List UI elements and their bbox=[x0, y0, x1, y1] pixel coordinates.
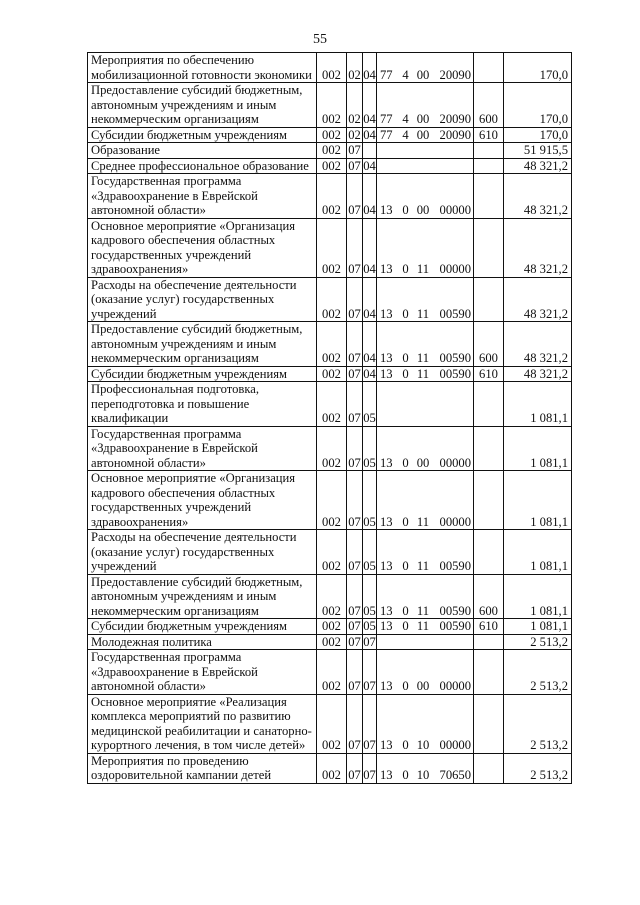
expense-name: Предоставление субсидий бюджетным, автономным учреждениям и иным некоммерческим организациям bbox=[88, 83, 317, 128]
target-program: 13 bbox=[380, 768, 393, 782]
amount: 2 513,2 bbox=[504, 650, 572, 695]
budget-table-body bbox=[88, 53, 572, 784]
code-ministry: 002 bbox=[317, 530, 347, 575]
code-ministry: 002 bbox=[317, 619, 347, 635]
code-expense-type: 600 bbox=[474, 322, 504, 367]
target-program: 13 bbox=[380, 455, 393, 470]
code-target-article bbox=[377, 322, 474, 367]
target-subprogram: 0 bbox=[402, 455, 409, 470]
expense-name: Основное мероприятие «Реализация комплекса мероприятий по развитию медицинской реабилитации и санаторно-курортного лечения, в том числе детей» bbox=[88, 694, 317, 753]
expense-name: Основное мероприятие «Организация кадрового обеспечения областных государственных учреждений здравоохранения» bbox=[88, 218, 317, 277]
table-row bbox=[88, 426, 572, 471]
code-expense-type bbox=[474, 753, 504, 783]
code-expense-type: 610 bbox=[474, 366, 504, 382]
expense-name: Мероприятия по проведению оздоровительной кампании детей bbox=[88, 753, 317, 783]
table-row bbox=[88, 174, 572, 219]
code-expense-type bbox=[474, 158, 504, 174]
target-subprogram: 0 bbox=[402, 366, 409, 381]
code-expense-type bbox=[474, 382, 504, 427]
code-target-article bbox=[377, 574, 474, 619]
table-row bbox=[88, 277, 572, 322]
budget-table bbox=[87, 52, 572, 784]
expense-name: Государственная программа «Здравоохранение в Еврейской автономной области» bbox=[88, 174, 317, 219]
table-row bbox=[88, 471, 572, 530]
target-event: 11 bbox=[416, 262, 430, 276]
target-program: 13 bbox=[380, 619, 393, 633]
target-direction: 00000 bbox=[439, 203, 471, 217]
code-target-article bbox=[377, 619, 474, 635]
code-ministry: 002 bbox=[317, 127, 347, 143]
expense-name: Государственная программа «Здравоохранение в Еврейской автономной области» bbox=[88, 650, 317, 695]
expense-name: Субсидии бюджетным учреждениям bbox=[88, 366, 317, 382]
target-direction: 00000 bbox=[439, 679, 471, 693]
target-program: 13 bbox=[380, 306, 393, 321]
amount: 1 081,1 bbox=[504, 574, 572, 619]
code-target-article bbox=[377, 127, 474, 143]
amount: 48 321,2 bbox=[504, 322, 572, 367]
code-ministry: 002 bbox=[317, 426, 347, 471]
table-row bbox=[88, 530, 572, 575]
code-target-article bbox=[377, 83, 474, 128]
code-target-article bbox=[377, 143, 474, 159]
code-ministry: 002 bbox=[317, 277, 347, 322]
code-target-article bbox=[377, 218, 474, 277]
code-section: 02 bbox=[347, 83, 363, 128]
target-subprogram: 0 bbox=[402, 559, 409, 573]
table-row bbox=[88, 322, 572, 367]
expense-name: Молодежная политика bbox=[88, 634, 317, 650]
table-row bbox=[88, 619, 572, 635]
code-section: 07 bbox=[347, 753, 363, 783]
table-row bbox=[88, 158, 572, 174]
code-subsection: 04 bbox=[363, 158, 376, 173]
table-row bbox=[88, 753, 572, 783]
code-ministry: 002 bbox=[317, 158, 347, 174]
expense-name: Расходы на обеспечение деятельности (оказание услуг) государственных учреждений bbox=[88, 277, 317, 322]
table-row bbox=[88, 694, 572, 753]
code-expense-type bbox=[474, 634, 504, 650]
target-event: 11 bbox=[416, 603, 430, 618]
target-event: 11 bbox=[416, 619, 430, 633]
code-target-article bbox=[377, 753, 474, 783]
amount: 170,0 bbox=[504, 53, 572, 83]
target-subprogram: 0 bbox=[402, 351, 409, 365]
target-direction: 00590 bbox=[439, 306, 471, 321]
target-event: 00 bbox=[416, 112, 430, 126]
code-target-article bbox=[377, 174, 474, 219]
expense-name: Профессиональная подготовка, переподготовка и повышение квалификации bbox=[88, 382, 317, 427]
target-direction: 70650 bbox=[439, 768, 471, 782]
code-section: 07 bbox=[347, 650, 363, 695]
code-target-article bbox=[377, 694, 474, 753]
target-event: 11 bbox=[416, 366, 430, 381]
code-section: 02 bbox=[347, 53, 363, 83]
target-direction: 00590 bbox=[439, 619, 471, 633]
expense-name: Субсидии бюджетным учреждениям bbox=[88, 127, 317, 143]
amount: 1 081,1 bbox=[504, 530, 572, 575]
amount: 1 081,1 bbox=[504, 471, 572, 530]
table-row bbox=[88, 127, 572, 143]
target-program: 13 bbox=[380, 603, 393, 618]
target-subprogram: 0 bbox=[402, 679, 409, 693]
code-subsection: 04 bbox=[363, 83, 377, 128]
expense-name: Расходы на обеспечение деятельности (оказание услуг) государственных учреждений bbox=[88, 530, 317, 575]
target-program: 77 bbox=[380, 112, 393, 126]
code-ministry: 002 bbox=[317, 382, 347, 427]
code-expense-type bbox=[474, 530, 504, 575]
target-subprogram: 0 bbox=[402, 768, 409, 782]
code-section: 07 bbox=[348, 143, 361, 157]
code-subsection: 05 bbox=[363, 382, 377, 427]
target-direction: 00590 bbox=[439, 559, 471, 573]
code-ministry: 002 bbox=[317, 83, 347, 128]
target-direction: 00590 bbox=[439, 366, 471, 381]
target-subprogram: 0 bbox=[402, 262, 409, 276]
code-expense-type bbox=[474, 143, 504, 159]
code-ministry: 002 bbox=[317, 471, 347, 530]
code-subsection: 04 bbox=[363, 174, 377, 219]
code-ministry: 002 bbox=[317, 574, 347, 619]
code-ministry: 002 bbox=[317, 322, 347, 367]
expense-name: Образование bbox=[88, 143, 317, 159]
target-program: 13 bbox=[380, 738, 393, 752]
code-section: 07 bbox=[347, 218, 363, 277]
amount: 170,0 bbox=[504, 83, 572, 128]
target-subprogram: 0 bbox=[402, 514, 409, 529]
expense-name: Основное мероприятие «Организация кадрового обеспечения областных государственных учреждений здравоохранения» bbox=[88, 471, 317, 530]
target-subprogram: 0 bbox=[402, 603, 409, 618]
code-section: 07 bbox=[348, 634, 361, 649]
table-row bbox=[88, 143, 572, 159]
code-target-article bbox=[377, 471, 474, 530]
target-subprogram: 0 bbox=[402, 738, 409, 752]
code-ministry: 002 bbox=[317, 753, 347, 783]
code-subsection: 04 bbox=[363, 277, 377, 322]
table-row bbox=[88, 53, 572, 83]
target-direction: 00590 bbox=[439, 351, 471, 365]
table-row bbox=[88, 574, 572, 619]
target-direction: 00590 bbox=[439, 603, 471, 618]
code-subsection: 05 bbox=[363, 574, 377, 619]
code-section: 07 bbox=[348, 158, 361, 173]
code-section: 07 bbox=[347, 426, 363, 471]
target-event: 11 bbox=[416, 351, 430, 365]
code-section: 07 bbox=[348, 366, 361, 381]
code-section: 07 bbox=[347, 530, 363, 575]
code-subsection: 04 bbox=[363, 127, 376, 142]
target-direction: 20090 bbox=[439, 112, 471, 126]
code-section: 07 bbox=[347, 277, 363, 322]
target-direction: 00000 bbox=[439, 514, 471, 529]
amount: 48 321,2 bbox=[504, 174, 572, 219]
code-section: 07 bbox=[348, 619, 361, 633]
code-ministry: 002 bbox=[317, 694, 347, 753]
table-row bbox=[88, 366, 572, 382]
target-direction: 20090 bbox=[439, 67, 471, 82]
expense-name: Мероприятия по обеспечению мобилизационной готовности экономики bbox=[88, 53, 317, 83]
code-expense-type bbox=[474, 218, 504, 277]
amount: 51 915,5 bbox=[504, 143, 572, 159]
code-section: 07 bbox=[347, 694, 363, 753]
target-event: 10 bbox=[416, 768, 430, 782]
table-row bbox=[88, 650, 572, 695]
code-expense-type bbox=[474, 426, 504, 471]
code-subsection: 05 bbox=[363, 426, 377, 471]
code-section: 07 bbox=[347, 471, 363, 530]
code-subsection: 04 bbox=[363, 366, 376, 381]
code-expense-type: 600 bbox=[474, 83, 504, 128]
code-subsection: 07 bbox=[363, 634, 376, 649]
code-subsection: 07 bbox=[363, 753, 377, 783]
target-event: 00 bbox=[416, 67, 430, 82]
target-subprogram: 0 bbox=[402, 203, 409, 217]
code-expense-type: 600 bbox=[474, 574, 504, 619]
amount: 2 513,2 bbox=[504, 634, 572, 650]
code-subsection: 05 bbox=[363, 530, 377, 575]
target-program: 77 bbox=[380, 67, 393, 82]
code-target-article bbox=[377, 158, 474, 174]
code-ministry: 002 bbox=[317, 366, 347, 382]
target-program: 13 bbox=[380, 559, 393, 573]
code-ministry: 002 bbox=[317, 634, 347, 650]
table-row bbox=[88, 382, 572, 427]
amount: 1 081,1 bbox=[504, 426, 572, 471]
code-expense-type bbox=[474, 277, 504, 322]
expense-name: Среднее профессиональное образование bbox=[88, 158, 317, 174]
code-ministry: 002 bbox=[317, 650, 347, 695]
code-target-article bbox=[377, 530, 474, 575]
table-row bbox=[88, 83, 572, 128]
code-subsection: 05 bbox=[363, 471, 377, 530]
code-section: 07 bbox=[347, 574, 363, 619]
target-subprogram: 4 bbox=[402, 127, 409, 142]
code-subsection: 04 bbox=[363, 218, 377, 277]
code-subsection: 07 bbox=[363, 694, 377, 753]
code-target-article bbox=[377, 277, 474, 322]
target-subprogram: 0 bbox=[402, 619, 409, 633]
target-event: 11 bbox=[416, 514, 430, 529]
target-subprogram: 4 bbox=[402, 67, 409, 82]
code-target-article bbox=[377, 382, 474, 427]
amount: 48 321,2 bbox=[504, 218, 572, 277]
target-program: 13 bbox=[380, 262, 393, 276]
amount: 48 321,2 bbox=[504, 158, 572, 174]
target-event: 00 bbox=[416, 679, 430, 693]
code-ministry: 002 bbox=[317, 218, 347, 277]
code-section: 02 bbox=[348, 127, 361, 142]
expense-name: Субсидии бюджетным учреждениям bbox=[88, 619, 317, 635]
target-subprogram: 4 bbox=[402, 112, 409, 126]
amount: 170,0 bbox=[504, 127, 572, 143]
target-program: 13 bbox=[380, 351, 393, 365]
table-row bbox=[88, 634, 572, 650]
code-expense-type bbox=[474, 53, 504, 83]
amount: 2 513,2 bbox=[504, 753, 572, 783]
code-subsection: 04 bbox=[363, 53, 377, 83]
code-target-article bbox=[377, 634, 474, 650]
expense-name: Предоставление субсидий бюджетным, автономным учреждениям и иным некоммерческим организациям bbox=[88, 322, 317, 367]
code-ministry: 002 bbox=[317, 53, 347, 83]
code-expense-type bbox=[474, 694, 504, 753]
code-subsection: 07 bbox=[363, 650, 377, 695]
table-row bbox=[88, 218, 572, 277]
target-event: 00 bbox=[416, 203, 430, 217]
target-event: 11 bbox=[416, 306, 430, 321]
amount: 1 081,1 bbox=[504, 619, 572, 635]
expense-name: Государственная программа «Здравоохранение в Еврейской автономной области» bbox=[88, 426, 317, 471]
target-program: 77 bbox=[380, 127, 393, 142]
target-program: 13 bbox=[380, 514, 393, 529]
code-target-article bbox=[377, 53, 474, 83]
amount: 48 321,2 bbox=[504, 277, 572, 322]
amount: 2 513,2 bbox=[504, 694, 572, 753]
code-subsection: 05 bbox=[363, 619, 376, 633]
target-program: 13 bbox=[380, 203, 393, 217]
expense-name: Предоставление субсидий бюджетным, автономным учреждениям и иным некоммерческим организациям bbox=[88, 574, 317, 619]
target-subprogram: 0 bbox=[402, 306, 409, 321]
amount: 1 081,1 bbox=[504, 382, 572, 427]
code-section: 07 bbox=[347, 174, 363, 219]
code-subsection bbox=[363, 143, 377, 159]
target-event: 11 bbox=[416, 559, 430, 573]
code-expense-type bbox=[474, 174, 504, 219]
target-direction: 00000 bbox=[439, 262, 471, 276]
target-program: 13 bbox=[380, 679, 393, 693]
code-target-article bbox=[377, 426, 474, 471]
code-expense-type: 610 bbox=[474, 127, 504, 143]
target-direction: 00000 bbox=[439, 738, 471, 752]
code-expense-type bbox=[474, 471, 504, 530]
target-event: 00 bbox=[416, 455, 430, 470]
amount: 48 321,2 bbox=[504, 366, 572, 382]
target-event: 10 bbox=[416, 738, 430, 752]
code-section: 07 bbox=[347, 382, 363, 427]
target-program: 13 bbox=[380, 366, 393, 381]
code-target-article bbox=[377, 650, 474, 695]
target-direction: 00000 bbox=[439, 455, 471, 470]
code-ministry: 002 bbox=[317, 174, 347, 219]
page-number: 55 bbox=[313, 32, 327, 47]
code-target-article bbox=[377, 366, 474, 382]
target-direction: 20090 bbox=[439, 127, 471, 142]
target-event: 00 bbox=[416, 127, 430, 142]
code-ministry: 002 bbox=[317, 143, 347, 159]
code-subsection: 04 bbox=[363, 322, 377, 367]
code-expense-type bbox=[474, 650, 504, 695]
code-section: 07 bbox=[347, 322, 363, 367]
code-expense-type: 610 bbox=[474, 619, 504, 635]
